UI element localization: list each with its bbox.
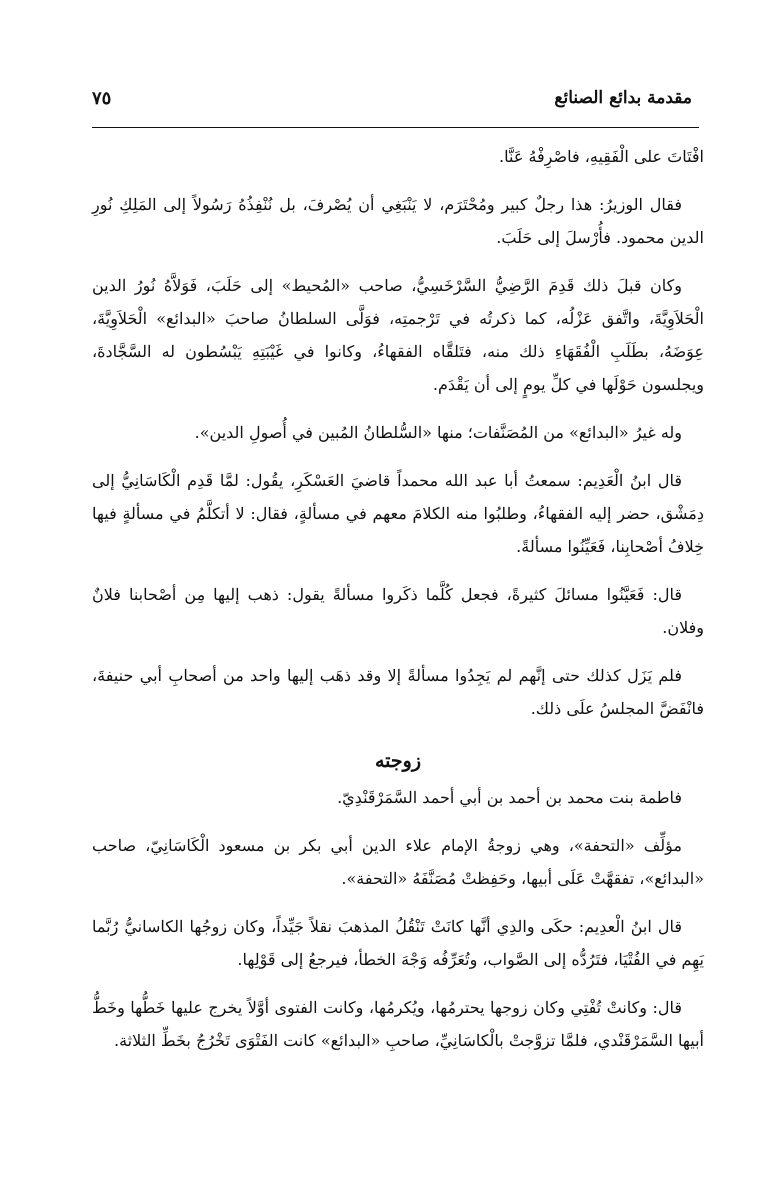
paragraph: قال ابنُ الْعدِيم: حكَى والدِي أنَّها كانَتْ تَنْقُلُ المذهبَ نقلاً جَيِّداً، وكان زوجُها الكاسانيُّ رُبَّما يَهِم في الفُتْيَا، فتَرُدُّه إلى الصَّواب، وتُعَرِّفُه وَجْهَ الخطأ، فيرجعُ إلى قَوْلِها. [92, 917, 704, 969]
paragraph: قال: فَعَيَّنُوا مسائلَ كثيرةً، فجعل كُلَّما ذكَروا مسألةً يقول: ذهب إليها مِن أصْحابنا فلانٌ وفلان. [92, 585, 704, 637]
paragraph: مؤلِّف «التحفة»، وهي زوجةُ الإمام علاء الدين أبي بكر بن مسعود الْكَاسَانِيّ، صاحب «البدائع»، تفقهَّتْ عَلَى أبيها، وحَفِظتْ مُصَنَّفَهُ «التحفة». [92, 836, 704, 888]
paragraph: فاطمة بنت محمد بن أحمد بن أبي أحمد السَّمَرْقَنْدِيّ. [337, 788, 682, 807]
paragraph: قال ابنُ الْعَدِيم: سمعتُ أبا عبد الله محمداً قاضيَ العَسْكَرِ، يقُول: لمَّا قَدِم الْكَاسَانِيُّ إلى دِمَشْق، حضر إليه الفقهاءُ، وطلبُوا منه الكلامَ معهم في مسألةٍ، فقال: لا أتكلَّمُ في مسألةٍ فيها خِلافُ أصْحابِنا، فَعَيِّنُوا مسألةً. [92, 471, 704, 556]
paragraph: قال: وكانتْ تُفْتِي وكان زوجها يحترمُها، ويُكرمُها، وكانت الفتوى أوَّلاً يخرج عليها خَطُّها وخَطُّ أبيها السَّمَرْقَنْدي، فلمَّا تزوَّجتْ بالْكاسَانِيِّ، صاحبِ «البدائع» كانت الفَتْوَى تَخْرُجُ بخَطِّ الثلاثة. [92, 998, 704, 1050]
section-title: زوجته [374, 750, 421, 772]
paragraph: وكان قبلَ ذلك قَدِمَ الرَّضِيُّ السَّرْخَسِيُّ، صاحب «المُحيط» إلى حَلَبَ، فَوَلاَّهُ نُورُ الدين الْحَلاَوِيَّةَ، واتَّفق عَزْلُه، كما ذكرتُه في تَرْجمتِه، فوَلَّى السلطانُ صاحبَ «البدائع» الْحَلاَوِيَّةَ، عِوَضَهُ، بطَلَبِ الْفُقَهَاءِ ذلك منه، فتَلقَّاه الفقهاءُ، وكانوا في غَيْبَتِهِ يَبْسُطون له السَّجَّادةَ، ويجلسون حَوْلَها في كلِّ يومٍ إلى أن يَقْدَم. [92, 276, 704, 394]
paragraph: فقال الوزيرُ: هذا رجلٌ كبير ومُحْتَرَم، لا يَنْبَغِي أن يُصْرفَ، بل نُنْفِذُهُ رَسُولاً إلى المَلِكِ نُورِ الدين محمود. فأُرْسلَ إلى حَلَبَ. [92, 195, 704, 247]
paragraph: فلم يَزَل كذلك حتى إنَّهم لم يَجِدُوا مسألةً إلا وقد ذهَب إليها واحد من أصحابِ أبي حنيفةَ، فانْفَضَّ المجلسُ علَى ذلك. [92, 666, 704, 718]
page-number: ٧٥ [92, 88, 112, 109]
running-title: مقدمة بدائع الصنائع [554, 88, 692, 108]
header-rule [92, 127, 699, 128]
paragraph: افْتَاتَ على الْفَقِيهِ، فاصْرِفْهُ عَنَّا. [499, 147, 704, 166]
page-body [92, 140, 704, 1057]
paragraph: وله غيرُ «البدائع» من المُصَنَّفات؛ منها «السُّلطانُ المُبين في أُصولِ الدين». [194, 423, 682, 442]
page-header [92, 88, 692, 118]
